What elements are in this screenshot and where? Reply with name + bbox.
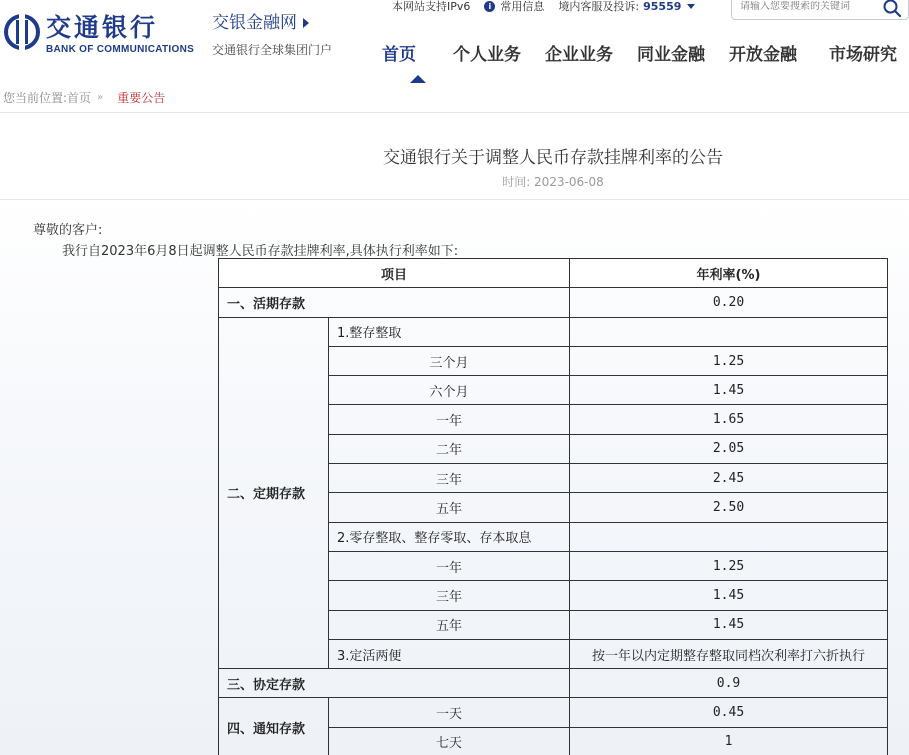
site-header — [0, 0, 909, 85]
divider — [0, 112, 909, 113]
rate-cell: 0.9 — [570, 669, 888, 698]
term-cell: 三年 — [329, 464, 570, 493]
breadcrumb-prefix: 您当前位置: — [3, 91, 68, 105]
sub-category-label: 3.定活两便 — [329, 639, 570, 668]
rate-cell: 1.45 — [570, 610, 888, 639]
row-label: 一、活期存款 — [219, 288, 570, 317]
row-label: 三、协定存款 — [219, 669, 570, 698]
rate-cell: 0.20 — [570, 288, 888, 317]
row-label: 四、通知存款 — [219, 698, 329, 755]
term-cell: 七天 — [329, 727, 570, 755]
rate-cell — [570, 317, 888, 346]
rate-cell: 2.45 — [570, 464, 888, 493]
nav-item-interbank[interactable]: 同业金融 — [637, 45, 705, 65]
publish-time: 时间: 2023-06-08 — [502, 175, 604, 189]
rate-cell: 1.25 — [570, 346, 888, 375]
ipv6-notice: 本网站支持IPv6 — [392, 0, 471, 13]
hotline-number[interactable]: 95559 — [643, 0, 682, 13]
rate-cell: 1.25 — [570, 551, 888, 580]
bocom-logo-icon — [4, 14, 40, 50]
logo-english-name: BANK OF COMMUNICATIONS — [46, 44, 195, 55]
nav-item-corporate[interactable]: 企业业务 — [545, 45, 613, 65]
double-chevron-icon: » — [97, 92, 104, 103]
table-row — [219, 288, 888, 317]
table-row — [219, 317, 888, 346]
table-row — [219, 698, 888, 727]
term-cell: 二年 — [329, 434, 570, 463]
table-header-row — [219, 259, 888, 288]
nav-item-home[interactable]: 首页 — [382, 40, 453, 65]
page-title: 交通银行关于调整人民币存款挂牌利率的公告 — [383, 148, 723, 168]
chevron-down-icon[interactable] — [687, 4, 695, 9]
term-cell: 五年 — [329, 493, 570, 522]
greeting: 尊敬的客户: — [33, 223, 103, 238]
row-label: 二、定期存款 — [219, 317, 329, 669]
rate-cell: 2.05 — [570, 434, 888, 463]
rate-cell: 0.45 — [570, 698, 888, 727]
main-nav — [382, 40, 897, 65]
portal-title: 交银金融网 — [212, 13, 297, 33]
rate-cell: 1.45 — [570, 376, 888, 405]
table-row — [219, 669, 888, 698]
search-box — [731, 0, 909, 20]
chevron-right-icon — [303, 18, 309, 28]
nav-item-personal[interactable]: 个人业务 — [453, 45, 521, 65]
term-cell: 一年 — [329, 551, 570, 580]
term-cell: 一天 — [329, 698, 570, 727]
column-header-item: 项目 — [219, 259, 570, 288]
term-cell: 一年 — [329, 405, 570, 434]
rate-cell: 2.50 — [570, 493, 888, 522]
rate-cell: 1.65 — [570, 405, 888, 434]
rate-cell: 按一年以内定期整存整取同档次利率打六折执行 — [570, 639, 888, 668]
nav-item-research[interactable]: 市场研究 — [829, 45, 897, 65]
intro-paragraph: 我行自2023年6月8日起调整人民币存款挂牌利率,具体执行利率如下: — [62, 244, 459, 259]
term-cell: 六个月 — [329, 376, 570, 405]
faq-link[interactable]: 常用信息 — [500, 0, 545, 13]
term-cell: 三个月 — [329, 346, 570, 375]
portal-link[interactable] — [212, 12, 332, 58]
rates-table — [218, 258, 888, 755]
divider — [0, 199, 909, 200]
top-utility-bar — [392, 0, 695, 12]
rate-cell — [570, 522, 888, 551]
column-header-rate: 年利率(%) — [570, 259, 888, 288]
sub-category-label: 1.整存整取 — [329, 317, 570, 346]
breadcrumb-current[interactable]: 重要公告 — [117, 91, 166, 105]
search-icon[interactable] — [882, 0, 902, 18]
nav-item-open-finance[interactable]: 开放金融 — [729, 45, 797, 65]
hotline-label: 境内客服及投诉: — [558, 0, 640, 13]
rate-cell: 1.45 — [570, 581, 888, 610]
breadcrumb-home[interactable]: 首页 — [67, 91, 92, 105]
breadcrumb — [3, 89, 165, 106]
term-cell: 三年 — [329, 581, 570, 610]
sub-category-label: 2.零存整取、整存零取、存本取息 — [329, 522, 570, 551]
search-input[interactable] — [740, 1, 870, 12]
term-cell: 五年 — [329, 610, 570, 639]
bank-logo[interactable] — [4, 14, 194, 56]
rate-cell: 1 — [570, 727, 888, 755]
logo-chinese-name: 交通银行 — [46, 13, 159, 42]
portal-subtitle: 交通银行全球集团门户 — [212, 43, 333, 57]
info-icon: i — [484, 1, 495, 12]
